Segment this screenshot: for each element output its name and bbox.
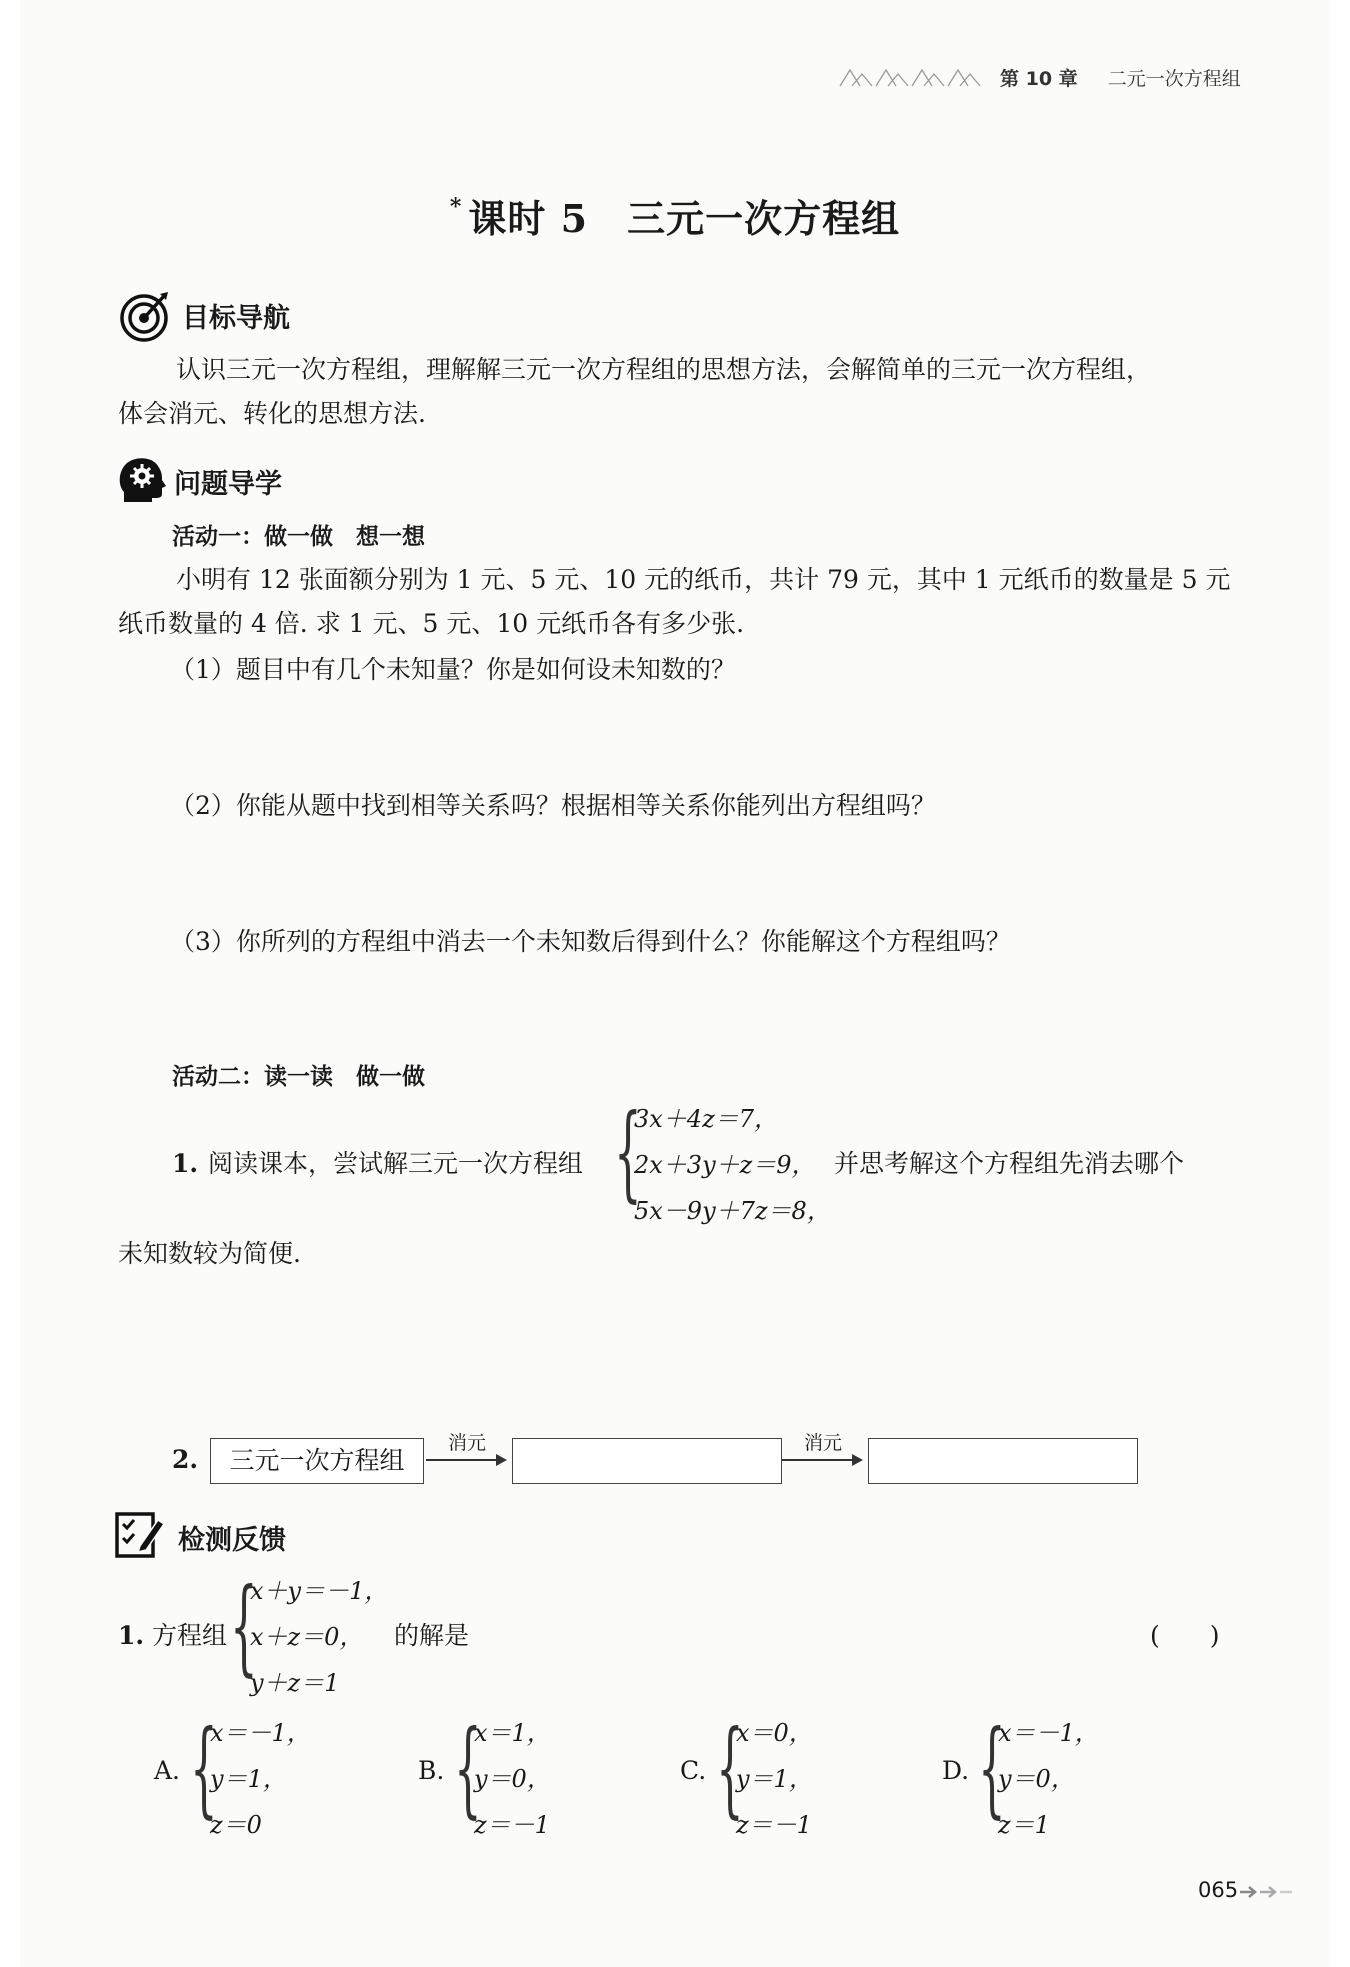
optional-star: *	[449, 194, 463, 220]
head-gear-icon	[116, 452, 168, 504]
choice-c[interactable]	[736, 1710, 813, 1848]
activity1-heading: 活动一：做一做 想一想	[172, 524, 425, 550]
choice-a-y: y＝1，	[210, 1765, 287, 1793]
arrow-right-icon	[496, 1454, 507, 1466]
flow-box-start: 三元一次方程组	[210, 1438, 424, 1484]
question-2: （2）你能从题中找到相等关系吗？根据相等关系你能列出方程组吗？	[170, 791, 936, 820]
double-arrow-icon	[1238, 1884, 1294, 1900]
answer-paren[interactable]: ( )	[1150, 1621, 1220, 1650]
item1-tail: 并思考解这个方程组先消去哪个	[834, 1149, 1185, 1178]
flow-arrow-2	[782, 1459, 852, 1461]
goal-line-1: 认识三元一次方程组，理解解三元一次方程组的思想方法，会解简单的三元一次方程组，	[176, 355, 1152, 384]
problem-line-1: 小明有 12 张面额分别为 1 元、5 元、10 元的纸币，共计 79 元，其中 1 元纸币的数量是 5 元	[176, 565, 1231, 594]
choice-c-z: z＝－1	[736, 1811, 812, 1839]
page-number: 065	[1198, 1878, 1239, 1902]
choice-b-z: z＝－1	[474, 1811, 550, 1839]
chapter-title: 二元一次方程组	[1107, 68, 1241, 90]
equation-2: 2x＋3y＋z＝9，	[634, 1151, 816, 1179]
item1-continuation: 未知数较为简便.	[118, 1239, 301, 1268]
flow-box-blank-2[interactable]	[868, 1438, 1138, 1484]
checklist-pen-icon	[114, 1508, 166, 1560]
q1-equation-system	[250, 1568, 388, 1706]
target-arrow-icon	[118, 290, 170, 342]
choice-a-brace: {	[190, 1707, 218, 1829]
equation-system	[634, 1096, 831, 1234]
choice-d-y: y＝0，	[998, 1765, 1075, 1793]
flow-arrow-label-1: 消元	[448, 1432, 487, 1454]
system-brace: {	[614, 1091, 642, 1213]
choice-b-x: x＝1，	[474, 1719, 551, 1747]
q1-tail: 的解是	[394, 1621, 470, 1650]
running-header	[1000, 64, 1241, 91]
choice-b[interactable]	[474, 1710, 551, 1848]
q1-number: 1.	[118, 1621, 145, 1650]
choice-c-letter: C.	[680, 1756, 707, 1785]
choice-a-x: x＝－1，	[210, 1719, 311, 1747]
choice-c-y: y＝1，	[736, 1765, 813, 1793]
choice-a[interactable]	[210, 1710, 311, 1848]
equation-3: 5x－9y＋7z＝8，	[634, 1197, 831, 1225]
item1-lead: 阅读课本，尝试解三元一次方程组	[208, 1149, 584, 1178]
lesson-title	[0, 188, 1350, 243]
q1-equation-2: x＋z＝0，	[250, 1623, 364, 1651]
section-heading-study: 问题导学	[174, 469, 282, 500]
q1-equation-3: y＋z＝1	[250, 1669, 340, 1697]
arrow-right-icon	[852, 1454, 863, 1466]
question-1: （1）题目中有几个未知量？你是如何设未知数的？	[170, 655, 736, 684]
item2-number: 2.	[172, 1445, 199, 1474]
question-3: （3）你所列的方程组中消去一个未知数后得到什么？你能解这个方程组吗？	[170, 927, 1011, 956]
choice-c-x: x＝0，	[736, 1719, 813, 1747]
activity2-heading: 活动二：读一读 做一做	[172, 1064, 425, 1090]
choice-a-z: z＝0	[210, 1811, 262, 1839]
q1-equation-1: x＋y＝－1，	[250, 1577, 389, 1605]
choice-d-letter: D.	[942, 1756, 970, 1785]
choice-b-brace: {	[454, 1707, 482, 1829]
choice-b-letter: B.	[418, 1756, 445, 1785]
flow-arrow-label-2: 消元	[804, 1432, 843, 1454]
choice-d[interactable]	[998, 1710, 1099, 1848]
choice-c-brace: {	[716, 1707, 744, 1829]
choice-b-y: y＝0，	[474, 1765, 551, 1793]
flow-box-blank-1[interactable]	[512, 1438, 782, 1484]
choice-a-letter: A.	[154, 1756, 181, 1785]
mountain-decoration-icon	[838, 66, 984, 88]
q1-system-brace: {	[230, 1565, 258, 1687]
flow-arrow-1	[426, 1459, 496, 1461]
chapter-label: 第 10 章	[1000, 68, 1078, 90]
choice-d-brace: {	[978, 1707, 1006, 1829]
equation-1: 3x＋4z＝7，	[634, 1105, 778, 1133]
choice-d-z: z＝1	[998, 1811, 1050, 1839]
problem-line-2: 纸币数量的 4 倍. 求 1 元、5 元、10 元纸币各有多少张.	[118, 609, 745, 638]
lesson-title-text: 课时 5 三元一次方程组	[468, 196, 901, 241]
q1-lead: 方程组	[152, 1621, 228, 1650]
choice-d-x: x＝－1，	[998, 1719, 1099, 1747]
item1-number: 1.	[172, 1149, 199, 1178]
section-heading-goal: 目标导航	[182, 303, 290, 334]
goal-line-2: 体会消元、转化的思想方法.	[118, 399, 426, 428]
section-heading-check: 检测反馈	[178, 1525, 286, 1556]
